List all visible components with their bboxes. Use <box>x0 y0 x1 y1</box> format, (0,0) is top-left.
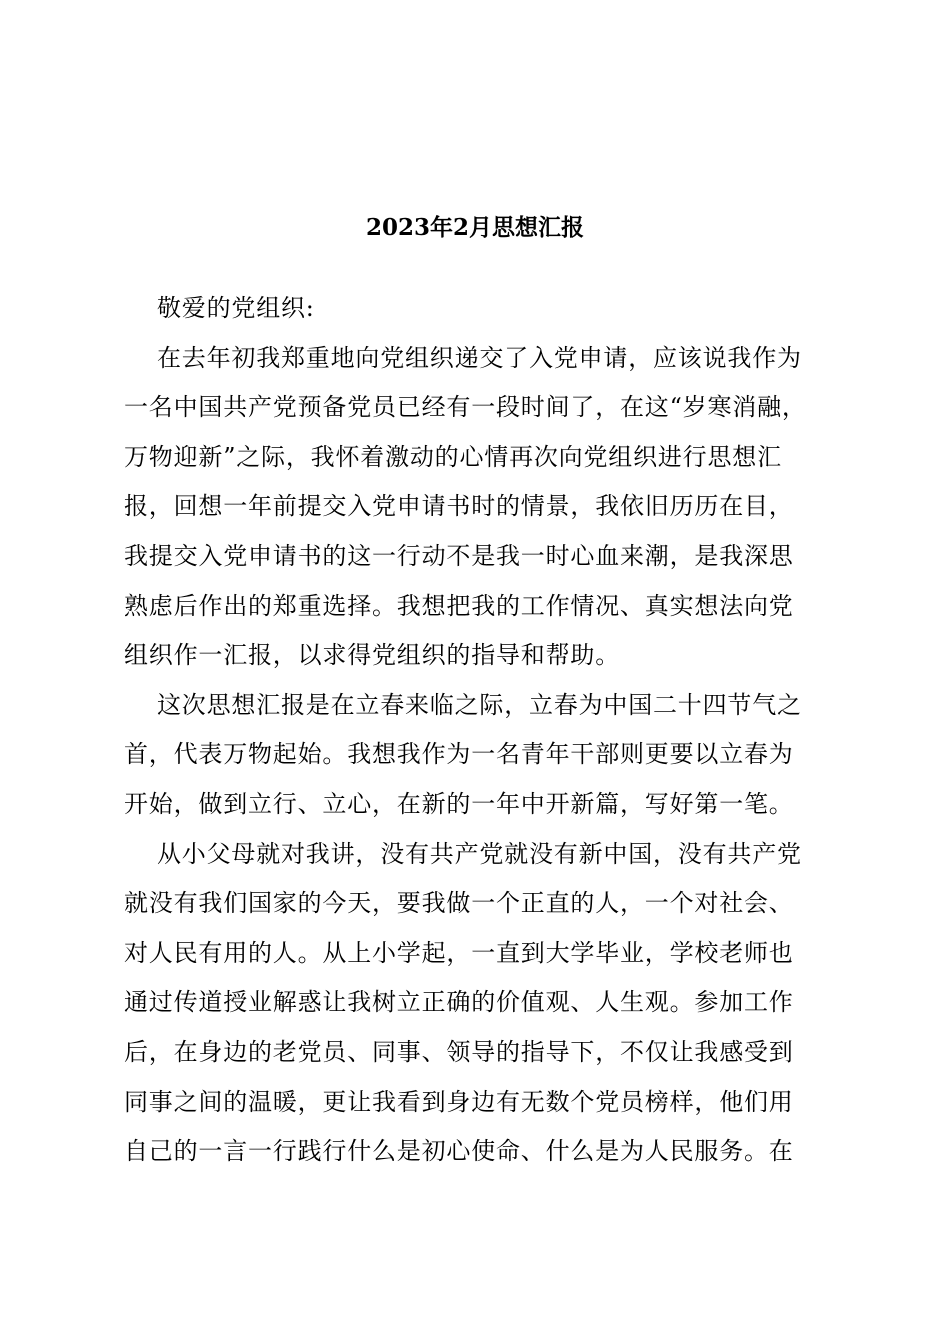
paragraph-line: 自己的一言一行践行什么是初心使命、什么是为人民服务。在 <box>124 1137 794 1166</box>
document-title: 2023年2月思想汇报 <box>365 214 585 241</box>
paragraph-line: 组织作一汇报，以求得党组织的指导和帮助。 <box>124 641 620 670</box>
paragraph-line: 这次思想汇报是在立春来临之际，立春为中国二十四节气之 <box>157 690 802 719</box>
paragraph-line: 对人民有用的人。从上小学起，一直到大学毕业，学校老师也 <box>124 938 794 967</box>
paragraph-line: 就没有我们国家的今天，要我做一个正直的人，一个对社会、 <box>124 889 794 918</box>
paragraph-line: 万物迎新”之际，我怀着激动的心情再次向党组织进行思想汇 <box>124 442 782 471</box>
paragraph-line: 一名中国共产党预备党员已经有一段时间了，在这“岁寒消融， <box>124 393 807 422</box>
paragraph-line: 同事之间的温暖，更让我看到身边有无数个党员榜样，他们用 <box>124 1087 794 1116</box>
paragraph-line: 在去年初我郑重地向党组织递交了入党申请，应该说我作为 <box>157 343 802 372</box>
paragraph-line: 报，回想一年前提交入党申请书时的情景，我依旧历历在目， <box>124 492 794 521</box>
document-body <box>124 284 830 1177</box>
paragraph-line: 通过传道授业解惑让我树立正确的价值观、人生观。参加工作 <box>124 988 794 1017</box>
paragraph-line: 从小父母就对我讲，没有共产党就没有新中国，没有共产党 <box>157 839 802 868</box>
paragraph-line: 后，在身边的老党员、同事、领导的指导下，不仅让我感受到 <box>124 1037 794 1066</box>
paragraph-line: 开始，做到立行、立心，在新的一年中开新篇，写好第一笔。 <box>124 789 794 818</box>
paragraph-line: 我提交入党申请书的这一行动不是我一时心血来潮，是我深思 <box>124 541 794 570</box>
paragraph-line: 熟虑后作出的郑重选择。我想把我的工作情况、真实想法向党 <box>124 591 794 620</box>
paragraph-line: 首，代表万物起始。我想我作为一名青年干部则更要以立春为 <box>124 740 794 769</box>
salutation: 敬爱的党组织: <box>157 294 315 322</box>
